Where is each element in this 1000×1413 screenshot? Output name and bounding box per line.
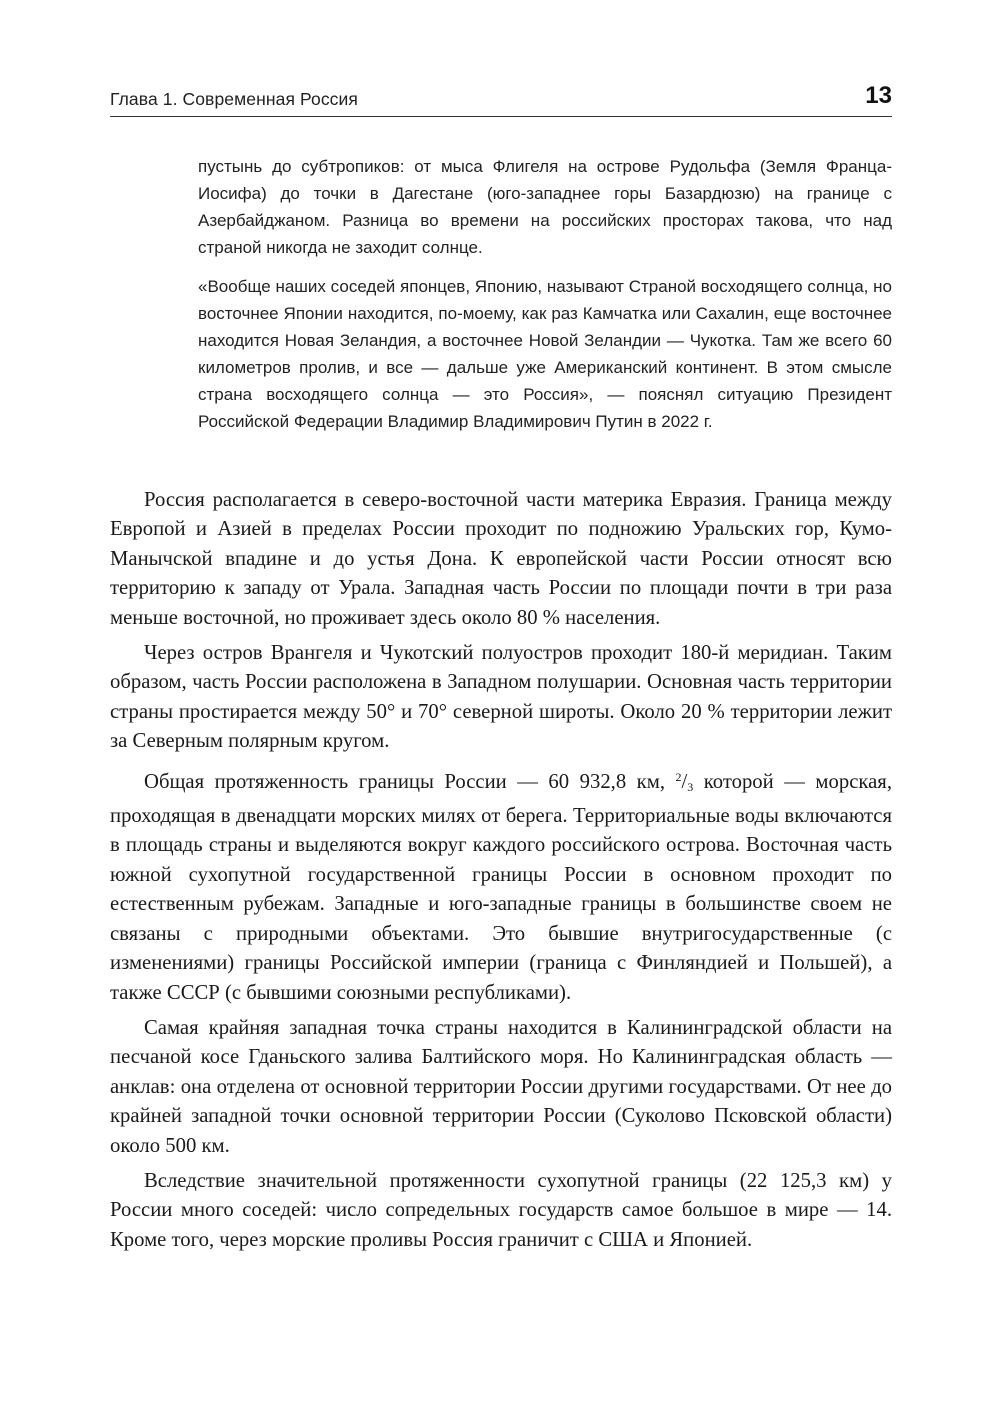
chapter-title: Глава 1. Современная Россия bbox=[110, 89, 358, 109]
fraction-slash: / bbox=[681, 770, 688, 793]
header-divider bbox=[110, 116, 892, 117]
paragraph-3-end: которой — морская, проходящая в двенадцати морских милях от берега. Территориальные воды включаются в площадь страны и выделяются вокруг каждого российского острова. Восточная часть южной сухопутной государственной границы России в основном проходит по естественным рубежам. Западные и юго-западные границы в большинстве своем не связаны с природными объектами. Это бывшие внутригосударственные (с изменениями) границы Российской империи (граница с Финляндией и Польшей), а также СССР (с бывшими союзными республиками). bbox=[110, 770, 892, 1004]
fraction-denominator: 3 bbox=[687, 779, 694, 794]
paragraph-2: Через остров Врангеля и Чукотский полуостров проходит 180-й меридиан. Таким образом, часть России расположена в Западном полушарии. Основная часть территории страны простирается между 50° и 70° северной широты. Около 20 % территории лежит за Северным полярным кругом. bbox=[110, 642, 892, 753]
box-paragraph-intro: пустынь до субтропиков: от мыса Флигеля на острове Рудольфа (Земля Франца-Иосифа) до точки в Дагестане (юго-западнее горы Базардюзю) на границе с Азербайджаном. Разница во времени на российских просторах такова, что над страной никогда не заходит солнце. bbox=[198, 157, 892, 257]
fraction-numerator: 2 bbox=[675, 769, 682, 784]
paragraph-1: Россия располагается в северо-восточной части материка Евразия. Граница между Европой и Азией в пределах России проходит по подножию Уральских гор, Кумо-Манычской впадине и до устья Дона. К европейской части России относят всю территорию к западу от Урала. Западная часть России по площади почти в три раза меньше восточной, но проживает здесь около 80 % населения. bbox=[110, 489, 892, 629]
two-thirds-fraction bbox=[676, 771, 694, 793]
paragraph-5: Вследствие значительной протяженности сухопутной границы (22 125,3 км) у России много соседей: число сопредельных государств самое большое в мире — 14. Кроме того, через морские проливы Россия граничит с США и Японией. bbox=[110, 1169, 892, 1251]
quote-box bbox=[198, 153, 892, 435]
paragraph-4: Самая крайняя западная точка страны находится в Калининградской области на песчаной косе Гданьского залива Балтийского моря. Но Калининградская область — анклав: она отделена от основной территории России другими государствами. От нее до крайней западной точки основной территории России (Суколово Псковской области) около 500 км. bbox=[110, 1016, 892, 1157]
paragraph-3-start: Общая протяженность границы России — 60 932,8 км, bbox=[144, 770, 676, 793]
paragraph-3 bbox=[110, 763, 892, 1008]
box-paragraph-quote: «Вообще наших соседей японцев, Японию, называют Страной восходящего солнца, но восточнее Японии находится, по-моему, как раз Камчатка или Сахалин, еще восточнее находится Новая Зеландия, а восточнее Новой Зеландии — Чукотка. Там же всего 60 километров пролив, и все — дальше уже Американский континент. В этом смысле страна восходящего солнца — это Россия», — пояснял ситуацию Президент Российской Федерации Владимир Владимирович Путин в 2022 г. bbox=[198, 277, 892, 431]
page-header bbox=[110, 82, 892, 116]
main-text bbox=[110, 486, 892, 1261]
page-number: 13 bbox=[865, 82, 892, 109]
